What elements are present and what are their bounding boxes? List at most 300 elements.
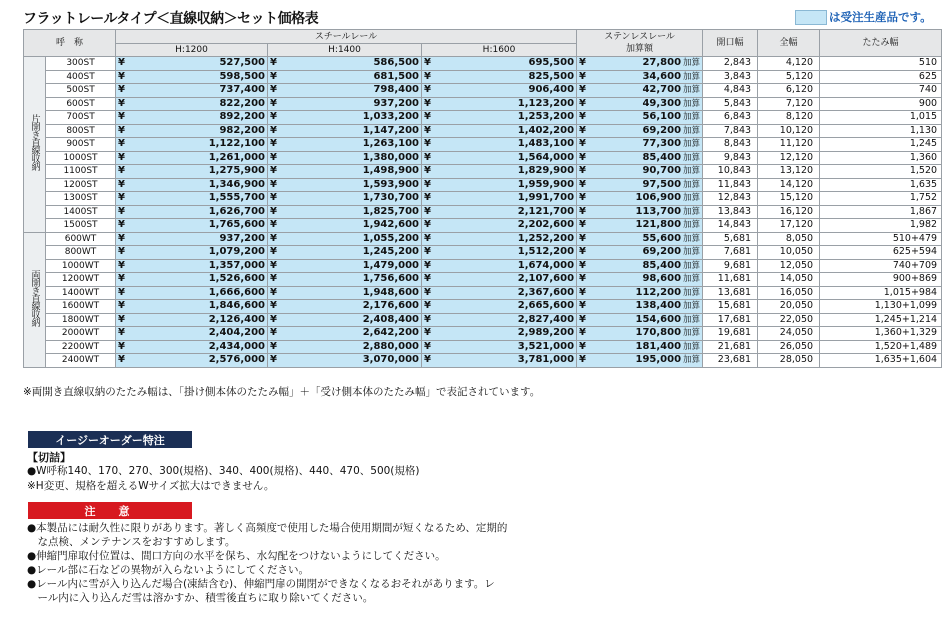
price-h1600 [422, 246, 577, 260]
table-row [24, 232, 942, 246]
yen-sign: ¥ [424, 259, 431, 271]
folded-width: 1,520 [820, 165, 942, 179]
yen-sign: ¥ [270, 286, 277, 298]
yen-sign: ¥ [118, 219, 125, 231]
yen-sign: ¥ [270, 327, 277, 339]
table-row [24, 165, 942, 179]
yen-sign: ¥ [270, 165, 277, 177]
stainless-value: 121,800 [635, 219, 682, 231]
stainless-amount [642, 125, 700, 137]
table-row [24, 151, 942, 165]
yen-sign: ¥ [270, 232, 277, 244]
folded-width: 1,360 [820, 151, 942, 165]
yen-sign: ¥ [270, 246, 277, 258]
price-value: 1,123,200 [517, 97, 575, 109]
price-h1600 [422, 124, 577, 138]
table-row [24, 124, 942, 138]
opening-width: 13,843 [703, 205, 758, 219]
price-h1200 [116, 300, 268, 314]
folded-width: 1,130+1,099 [820, 300, 942, 314]
stainless-addition [577, 232, 703, 246]
size-name: 800ST [46, 124, 116, 138]
price-h1600 [422, 313, 577, 327]
yen-sign: ¥ [424, 327, 431, 339]
total-width: 10,050 [758, 246, 820, 260]
yen-sign: ¥ [424, 84, 431, 96]
yen-sign: ¥ [579, 354, 587, 366]
yen-sign: ¥ [270, 340, 277, 352]
price-value: 937,200 [219, 232, 266, 244]
price-h1200 [116, 97, 268, 111]
price-h1400 [268, 354, 422, 368]
yen-sign: ¥ [118, 205, 125, 217]
size-name: 1600WT [46, 300, 116, 314]
price-h1600 [422, 192, 577, 206]
yen-sign: ¥ [118, 192, 125, 204]
price-value: 2,434,000 [208, 340, 266, 352]
price-h1600 [422, 165, 577, 179]
add-unit: 加算 [683, 139, 701, 150]
stainless-value: 113,700 [635, 205, 682, 217]
price-h1600 [422, 205, 577, 219]
stainless-amount [642, 165, 700, 177]
price-h1600 [422, 111, 577, 125]
price-h1600 [422, 259, 577, 273]
opening-width: 23,681 [703, 354, 758, 368]
price-value: 892,200 [219, 111, 266, 123]
price-h1600 [422, 327, 577, 341]
yen-sign: ¥ [118, 138, 125, 150]
total-width: 8,120 [758, 111, 820, 125]
price-value: 1,564,000 [517, 151, 575, 163]
price-h1600 [422, 97, 577, 111]
opening-width: 13,681 [703, 286, 758, 300]
price-h1400 [268, 300, 422, 314]
caution-line: ●伸縮門扉取付位置は、間口方向の水平を保ち、水勾配をつけないようにしてください。 [27, 550, 446, 562]
price-value: 2,202,600 [517, 219, 575, 231]
yen-sign: ¥ [118, 286, 125, 298]
price-h1600 [422, 232, 577, 246]
yen-sign: ¥ [579, 273, 587, 285]
price-h1600 [422, 273, 577, 287]
price-value: 2,176,600 [362, 300, 420, 312]
stainless-amount [642, 84, 700, 96]
price-value: 798,400 [373, 84, 420, 96]
yen-sign: ¥ [424, 57, 431, 69]
price-h1200 [116, 246, 268, 260]
yen-sign: ¥ [118, 124, 125, 136]
price-value: 1,756,600 [362, 273, 420, 285]
total-width: 26,050 [758, 340, 820, 354]
price-value: 1,357,000 [208, 259, 266, 271]
stainless-addition [577, 327, 703, 341]
stainless-addition [577, 111, 703, 125]
stainless-value: 34,600 [642, 70, 682, 82]
yen-sign: ¥ [424, 192, 431, 204]
yen-sign: ¥ [118, 354, 125, 366]
footnote: ※両開き直線収納のたたみ幅は、「掛け側本体のたたみ幅」＋「受け側本体のたたみ幅」で表記されています。 [23, 386, 541, 398]
yen-sign: ¥ [579, 57, 587, 69]
yen-sign: ¥ [118, 57, 125, 69]
stainless-addition [577, 259, 703, 273]
price-value: 1,263,100 [362, 138, 420, 150]
size-name: 1100ST [46, 165, 116, 179]
total-width: 13,120 [758, 165, 820, 179]
opening-width: 14,843 [703, 219, 758, 233]
price-h1200 [116, 165, 268, 179]
stainless-addition [577, 219, 703, 233]
price-value: 2,880,000 [362, 340, 420, 352]
price-value: 1,626,700 [208, 205, 266, 217]
table-row [24, 219, 942, 233]
folded-width: 1,520+1,489 [820, 340, 942, 354]
yen-sign: ¥ [424, 246, 431, 258]
price-value: 1,959,900 [517, 178, 575, 190]
yen-sign: ¥ [118, 340, 125, 352]
folded-width: 900 [820, 97, 942, 111]
price-h1200 [116, 111, 268, 125]
yen-sign: ¥ [424, 111, 431, 123]
price-table [23, 29, 942, 368]
price-table-body [24, 57, 942, 368]
total-width: 4,120 [758, 57, 820, 71]
header-opening: 開口幅 [703, 30, 758, 57]
yen-sign: ¥ [424, 97, 431, 109]
price-value: 695,500 [528, 57, 575, 69]
opening-width: 11,681 [703, 273, 758, 287]
stainless-amount [635, 300, 700, 312]
opening-width: 11,843 [703, 178, 758, 192]
total-width: 22,050 [758, 313, 820, 327]
price-h1400 [268, 232, 422, 246]
header-h1400: H:1400 [268, 44, 422, 57]
yen-sign: ¥ [579, 111, 587, 123]
add-unit: 加算 [683, 193, 701, 204]
yen-sign: ¥ [424, 354, 431, 366]
yen-sign: ¥ [270, 300, 277, 312]
yen-sign: ¥ [118, 70, 125, 82]
yen-sign: ¥ [118, 232, 125, 244]
group-label [24, 57, 46, 233]
price-value: 2,404,200 [208, 327, 266, 339]
caution-banner: 注 意 [28, 502, 192, 519]
stainless-amount [635, 206, 700, 218]
price-value: 1,245,200 [362, 246, 420, 258]
size-name: 2200WT [46, 340, 116, 354]
price-value: 1,033,200 [362, 111, 420, 123]
price-h1400 [268, 286, 422, 300]
price-h1400 [268, 57, 422, 71]
price-value: 1,253,200 [517, 111, 575, 123]
stainless-amount [635, 341, 700, 353]
price-value: 1,666,600 [208, 286, 266, 298]
price-h1400 [268, 259, 422, 273]
stainless-amount [642, 138, 700, 150]
size-name: 2000WT [46, 327, 116, 341]
table-row [24, 178, 942, 192]
stainless-value: 56,100 [642, 111, 682, 123]
folded-width: 1,015 [820, 111, 942, 125]
yen-sign: ¥ [424, 124, 431, 136]
price-value: 1,991,700 [517, 192, 575, 204]
size-name: 2400WT [46, 354, 116, 368]
price-value: 586,500 [373, 57, 420, 69]
stainless-addition [577, 286, 703, 300]
price-h1400 [268, 84, 422, 98]
stainless-addition [577, 340, 703, 354]
price-value: 1,498,900 [362, 165, 420, 177]
stainless-value: 154,600 [635, 313, 682, 325]
price-h1200 [116, 192, 268, 206]
yen-sign: ¥ [579, 219, 587, 231]
price-h1200 [116, 57, 268, 71]
folded-width: 900+869 [820, 273, 942, 287]
yen-sign: ¥ [579, 327, 587, 339]
price-value: 2,827,400 [517, 313, 575, 325]
price-h1400 [268, 219, 422, 233]
yen-sign: ¥ [424, 313, 431, 325]
add-unit: 加算 [683, 233, 701, 244]
opening-width: 21,681 [703, 340, 758, 354]
group-label-text: 両開き直線収納 [29, 269, 40, 326]
stainless-addition [577, 151, 703, 165]
yen-sign: ¥ [424, 165, 431, 177]
size-name: 1300ST [46, 192, 116, 206]
size-name: 1000WT [46, 259, 116, 273]
price-h1200 [116, 219, 268, 233]
add-unit: 加算 [683, 98, 701, 109]
total-width: 8,050 [758, 232, 820, 246]
yen-sign: ¥ [579, 232, 587, 244]
price-h1200 [116, 205, 268, 219]
yen-sign: ¥ [424, 273, 431, 285]
price-value: 1,765,600 [208, 219, 266, 231]
opening-width: 7,843 [703, 124, 758, 138]
yen-sign: ¥ [270, 70, 277, 82]
price-h1400 [268, 340, 422, 354]
stainless-amount [642, 57, 700, 69]
price-value: 2,576,000 [208, 354, 266, 366]
folded-width: 625 [820, 70, 942, 84]
table-row [24, 57, 942, 71]
price-h1400 [268, 70, 422, 84]
stainless-amount [642, 98, 700, 110]
yen-sign: ¥ [579, 165, 587, 177]
yen-sign: ¥ [118, 84, 125, 96]
total-width: 5,120 [758, 70, 820, 84]
group-label-text: 片開き直線収納 [29, 114, 40, 171]
size-name: 700ST [46, 111, 116, 125]
price-h1400 [268, 138, 422, 152]
table-row [24, 97, 942, 111]
price-h1200 [116, 286, 268, 300]
yen-sign: ¥ [270, 259, 277, 271]
yen-sign: ¥ [118, 327, 125, 339]
folded-width: 1,360+1,329 [820, 327, 942, 341]
stainless-addition [577, 246, 703, 260]
table-row [24, 138, 942, 152]
caution-line: ●レール内に雪が入り込んだ場合(凍結含む)、伸縮門扉の開閉ができなくなるおそれがあります。レ [27, 578, 495, 590]
size-name: 300ST [46, 57, 116, 71]
price-h1400 [268, 313, 422, 327]
yen-sign: ¥ [270, 178, 277, 190]
yen-sign: ¥ [270, 205, 277, 217]
size-name: 900ST [46, 138, 116, 152]
size-name: 600ST [46, 97, 116, 111]
add-unit: 加算 [683, 247, 701, 258]
price-h1200 [116, 273, 268, 287]
price-value: 1,147,200 [362, 124, 420, 136]
stainless-value: 49,300 [642, 97, 682, 109]
total-width: 15,120 [758, 192, 820, 206]
add-unit: 加算 [683, 85, 701, 96]
add-unit: 加算 [683, 125, 701, 136]
yen-sign: ¥ [579, 246, 587, 258]
total-width: 12,120 [758, 151, 820, 165]
opening-width: 12,843 [703, 192, 758, 206]
group-label [24, 232, 46, 367]
stainless-amount [642, 179, 700, 191]
stainless-amount [635, 287, 700, 299]
stainless-value: 42,700 [642, 84, 682, 96]
folded-width: 1,752 [820, 192, 942, 206]
easy-order-banner: イージーオーダー特注 [28, 431, 192, 448]
stainless-value: 138,400 [635, 300, 682, 312]
folded-width: 1,130 [820, 124, 942, 138]
size-name: 1400WT [46, 286, 116, 300]
caution-line: ●レール部に石などの異物が入らないようにしてください。 [27, 564, 309, 576]
stainless-addition [577, 84, 703, 98]
stainless-amount [635, 314, 700, 326]
price-value: 2,989,200 [517, 327, 575, 339]
price-value: 2,665,600 [517, 300, 575, 312]
add-unit: 加算 [683, 301, 701, 312]
yen-sign: ¥ [579, 192, 587, 204]
price-value: 1,730,700 [362, 192, 420, 204]
add-unit: 加算 [683, 328, 701, 339]
yen-sign: ¥ [424, 286, 431, 298]
table-row [24, 300, 942, 314]
yen-sign: ¥ [579, 300, 587, 312]
add-unit: 加算 [683, 314, 701, 325]
yen-sign: ¥ [424, 219, 431, 231]
stainless-addition [577, 57, 703, 71]
price-value: 1,674,000 [517, 259, 575, 271]
yen-sign: ¥ [270, 84, 277, 96]
stainless-addition [577, 124, 703, 138]
yen-sign: ¥ [270, 219, 277, 231]
size-name: 1500ST [46, 219, 116, 233]
yen-sign: ¥ [118, 246, 125, 258]
header-folded: たたみ幅 [820, 30, 942, 57]
folded-width: 510+479 [820, 232, 942, 246]
add-unit: 加算 [683, 355, 701, 366]
price-h1400 [268, 111, 422, 125]
stainless-amount [635, 327, 700, 339]
opening-width: 9,843 [703, 151, 758, 165]
table-row [24, 313, 942, 327]
stainless-value: 98,600 [642, 273, 682, 285]
price-h1600 [422, 70, 577, 84]
yen-sign: ¥ [270, 57, 277, 69]
table-row [24, 273, 942, 287]
stainless-addition [577, 97, 703, 111]
yen-sign: ¥ [579, 124, 587, 136]
stainless-value: 69,200 [642, 124, 682, 136]
stainless-value: 55,600 [642, 232, 682, 244]
price-value: 1,261,000 [208, 151, 266, 163]
price-h1400 [268, 124, 422, 138]
yen-sign: ¥ [579, 313, 587, 325]
opening-width: 7,681 [703, 246, 758, 260]
price-h1400 [268, 178, 422, 192]
price-value: 1,555,700 [208, 192, 266, 204]
add-unit: 加算 [683, 260, 701, 271]
add-unit: 加算 [683, 274, 701, 285]
page-title: フラットレールタイプ＜直線収納＞セット価格表 [23, 11, 319, 27]
stainless-amount [642, 152, 700, 164]
size-name: 500ST [46, 84, 116, 98]
stainless-amount [642, 273, 700, 285]
table-row [24, 246, 942, 260]
stainless-amount [642, 260, 700, 272]
price-value: 825,500 [528, 70, 575, 82]
price-h1200 [116, 340, 268, 354]
order-made-swatch [795, 10, 827, 25]
add-unit: 加算 [683, 220, 701, 231]
price-value: 822,200 [219, 97, 266, 109]
yen-sign: ¥ [118, 273, 125, 285]
caution-line: ●本製品には耐久性に限りがあります。著しく高頻度で使用した場合使用期間が短くなるため、定期的 [27, 522, 508, 534]
price-value: 2,121,700 [517, 205, 575, 217]
yen-sign: ¥ [270, 192, 277, 204]
price-value: 1,079,200 [208, 246, 266, 258]
size-name: 1800WT [46, 313, 116, 327]
stainless-addition [577, 313, 703, 327]
header-stainless-line1: ステンレスレール [604, 32, 675, 42]
stainless-amount [635, 354, 700, 366]
price-value: 1,275,900 [208, 165, 266, 177]
folded-width: 1,245+1,214 [820, 313, 942, 327]
yen-sign: ¥ [424, 151, 431, 163]
stainless-addition [577, 165, 703, 179]
opening-width: 6,843 [703, 111, 758, 125]
price-h1200 [116, 124, 268, 138]
table-row [24, 259, 942, 273]
yen-sign: ¥ [424, 300, 431, 312]
price-value: 2,408,400 [362, 313, 420, 325]
stainless-addition [577, 70, 703, 84]
price-value: 1,846,600 [208, 300, 266, 312]
stainless-value: 90,700 [642, 165, 682, 177]
price-value: 1,948,600 [362, 286, 420, 298]
price-h1200 [116, 70, 268, 84]
price-h1400 [268, 97, 422, 111]
stainless-value: 112,200 [635, 286, 682, 298]
stainless-addition [577, 205, 703, 219]
yen-sign: ¥ [579, 84, 587, 96]
folded-width: 1,867 [820, 205, 942, 219]
price-value: 1,526,600 [208, 273, 266, 285]
yen-sign: ¥ [579, 151, 587, 163]
yen-sign: ¥ [579, 70, 587, 82]
total-width: 12,050 [758, 259, 820, 273]
total-width: 11,120 [758, 138, 820, 152]
opening-width: 19,681 [703, 327, 758, 341]
caution-line: ール内に入り込んだ雪は溶かすか、積雪後直ちに取り除いてください。 [27, 592, 374, 604]
stainless-value: 97,500 [642, 178, 682, 190]
stainless-value: 85,400 [642, 151, 682, 163]
